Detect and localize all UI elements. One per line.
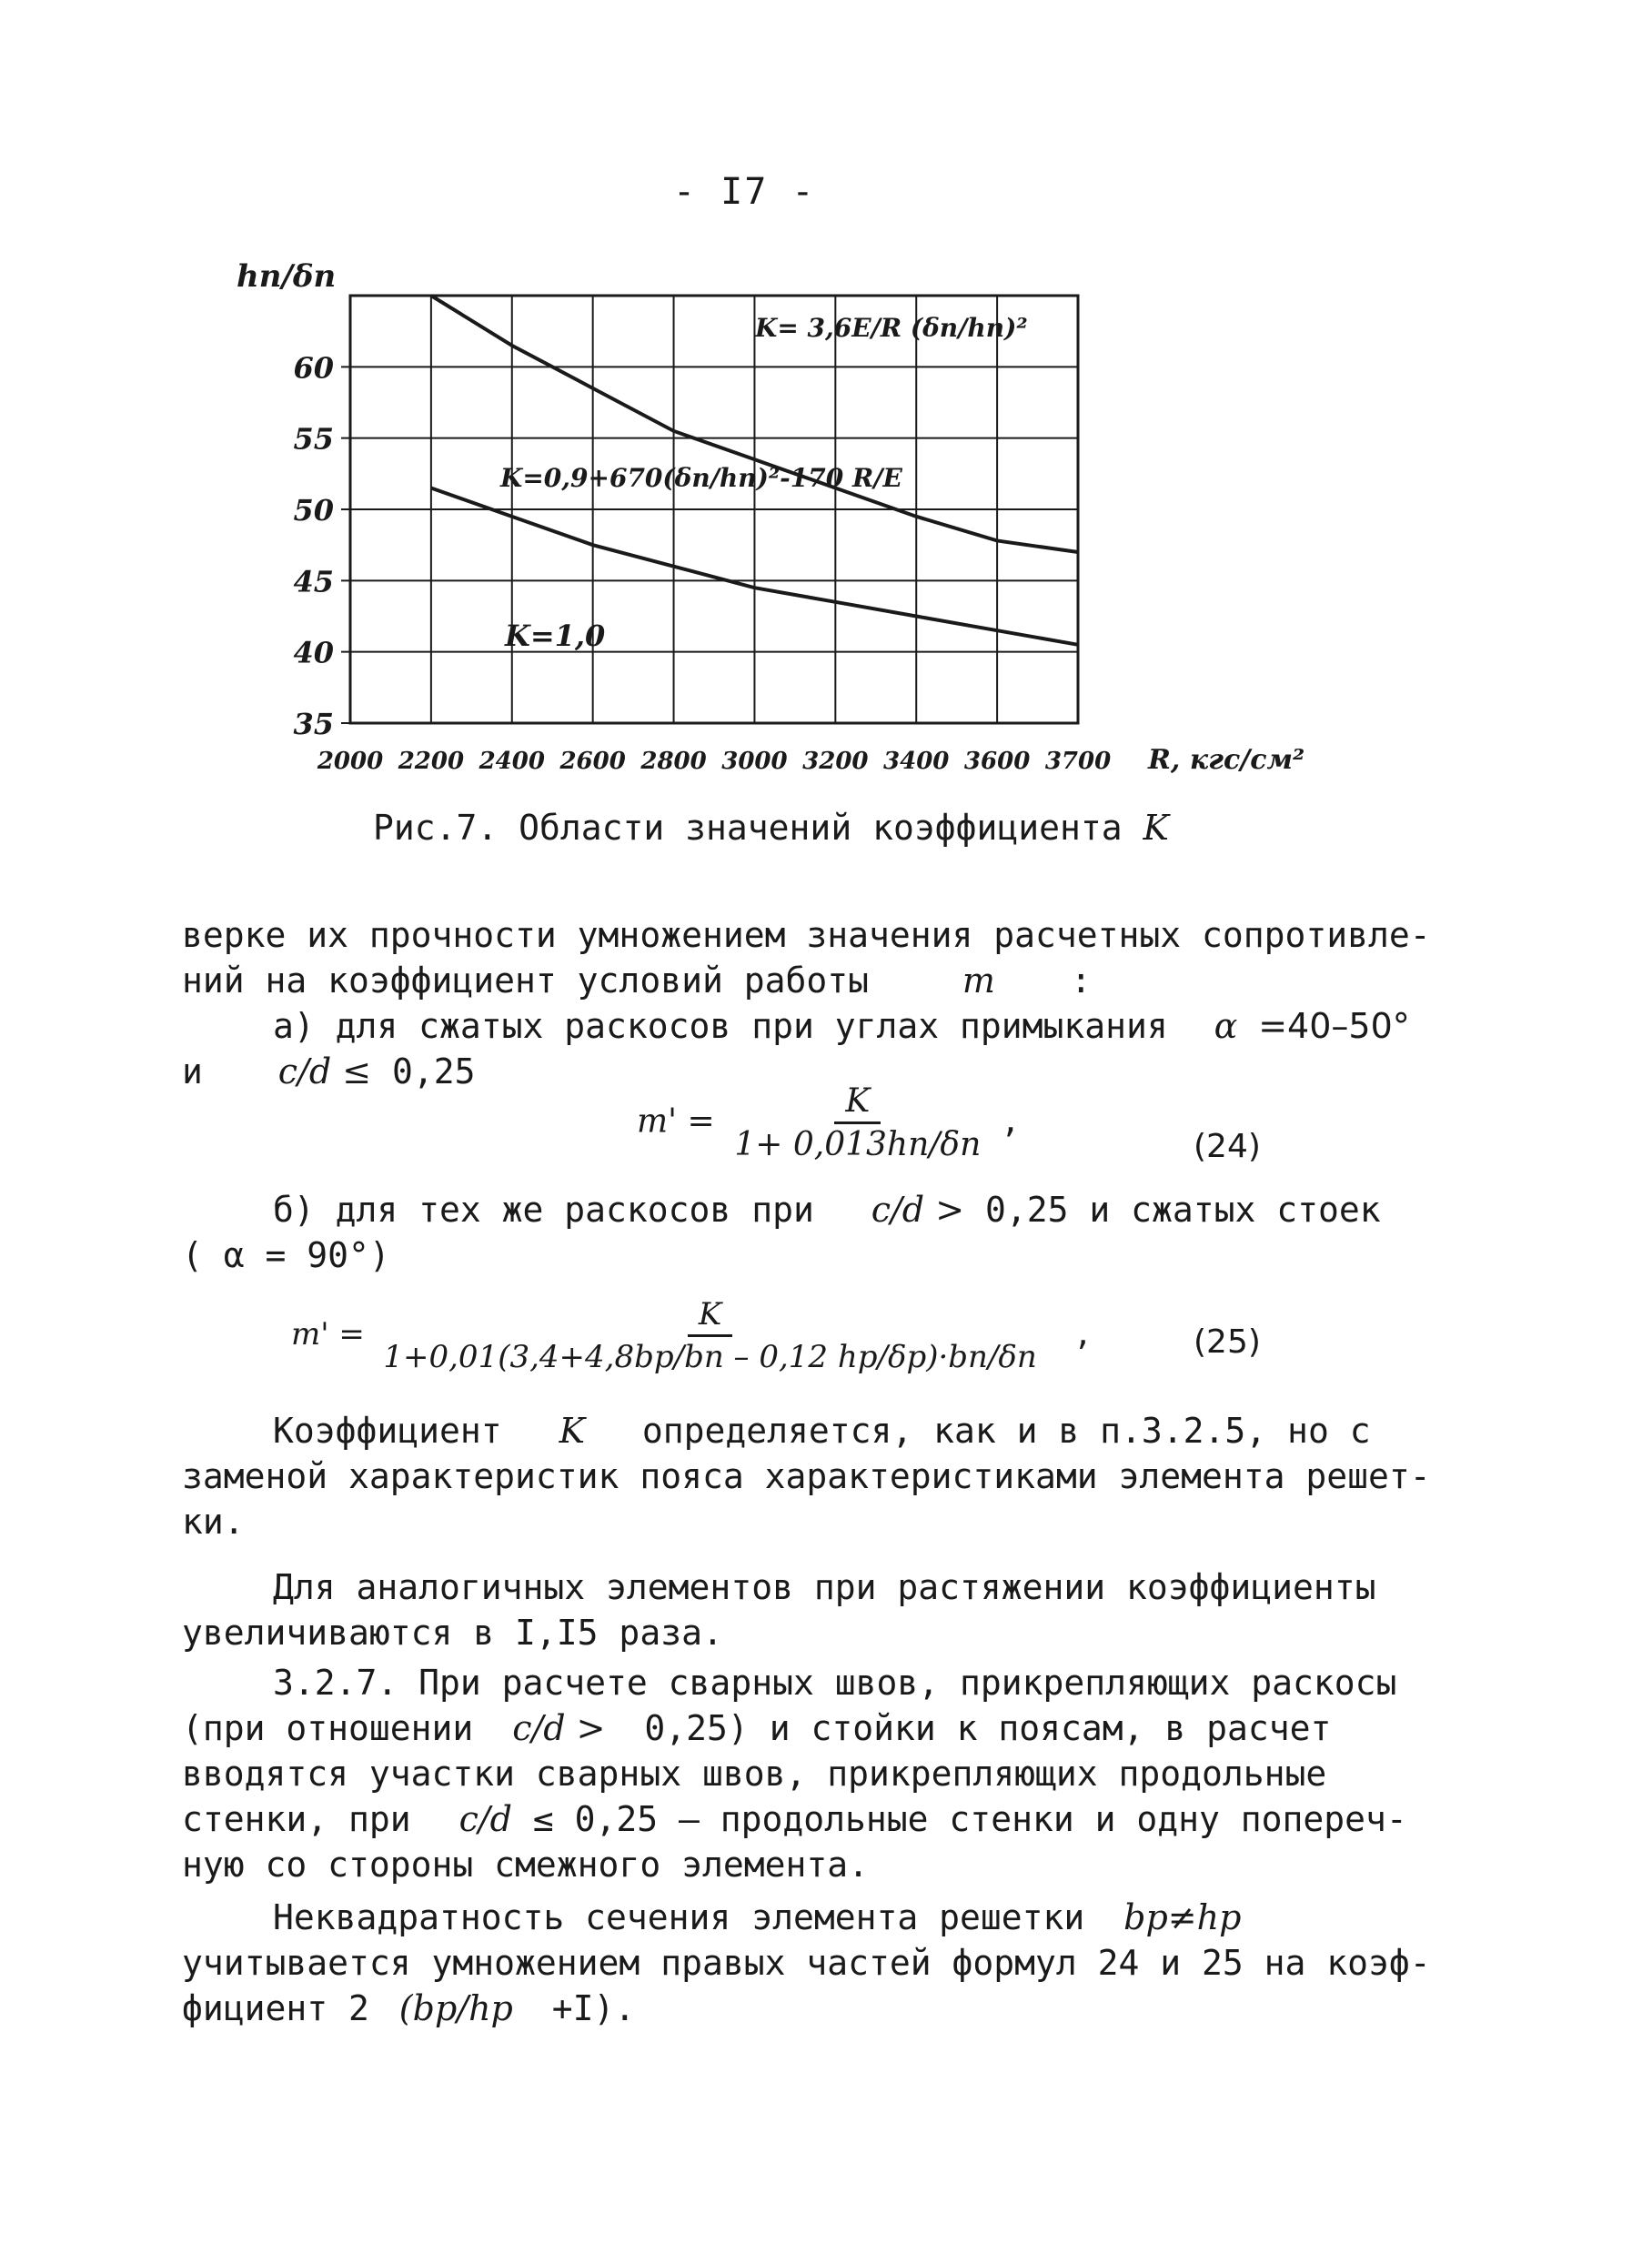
symbol-cd: c/d [458, 1799, 512, 1839]
item-a-line [182, 1049, 476, 1094]
text-fragment: стенки, при [182, 1799, 411, 1839]
equation-number-24: (24) [1194, 1128, 1261, 1165]
symbol-cd: c/d > [871, 1190, 965, 1230]
x-tick-label: 3000 [721, 748, 788, 775]
paragraph-line: учитывается умножением правых частей формул 24 и 25 на коэф- [182, 1943, 1431, 1983]
x-tick-label: 3600 [963, 748, 1031, 775]
x-tick-label: 2400 [478, 748, 545, 775]
text-fragment: б) для тех же раскосов при [273, 1190, 814, 1230]
text-fragment: =40–50° [1258, 1006, 1410, 1046]
y-tick-label: 55 [293, 421, 334, 457]
k-coefficient-chart [209, 241, 1328, 796]
symbol-bp-hp: bр≠hр [1123, 1897, 1242, 1937]
paragraph-line [273, 1408, 1371, 1453]
text-fragment: +I). [551, 1988, 636, 2028]
annotation-formula-2: K=0,9+670(δп/hп)²-170 R/E [500, 463, 902, 493]
text-fragment: (при отношении [182, 1708, 474, 1748]
figure-caption-text: Рис.7. Области значений коэффициента [373, 808, 1123, 848]
text-fragment: ≤ 0,25 – продольные стенки и одну попереч- [532, 1799, 1407, 1839]
item-b-line [273, 1187, 1381, 1232]
y-tick-label: 50 [293, 493, 334, 528]
x-tick-label: 2600 [559, 748, 626, 775]
x-tick-label: 3400 [883, 748, 950, 775]
equation-24 [637, 1082, 1021, 1163]
x-tick-label: 2800 [640, 748, 707, 775]
annotation-formula-1: K= 3,6E/R (δп/hп)² [755, 313, 1028, 343]
paragraph-line: вводятся участки сварных швов, прикрепляющих продольные [182, 1754, 1327, 1794]
text-fragment: 0,25) и стойки к поясам, в расчет [644, 1708, 1332, 1748]
paragraph-line [182, 1986, 635, 2031]
paragraph-line [182, 1705, 1331, 1751]
symbol-k: K [559, 1411, 585, 1451]
text-fragment: ний на коэффициент условий работы [182, 961, 869, 1001]
x-axis-label: R, кгс/см² [1148, 744, 1305, 776]
text-fragment: а) для сжатых раскосов при углах примыкания [273, 1006, 1168, 1046]
text-fragment: 0,25 [392, 1051, 476, 1091]
symbol-cd: c/d ≤ [277, 1051, 372, 1091]
symbol-bp-hp-ratio: (bр/hр [398, 1988, 513, 2028]
eq24-lhs: m' = [637, 1102, 715, 1141]
equation-number-25: (25) [1194, 1323, 1261, 1361]
chart-grid [341, 296, 1078, 723]
page-number: - I7 - [673, 171, 816, 213]
paragraph-line: ную со стороны смежного элемента. [182, 1845, 869, 1885]
figure-caption [373, 808, 1169, 848]
text-fragment: Неквадратность сечения элемента решетки [273, 1897, 1085, 1937]
text-fragment: фициент 2 [182, 1988, 369, 2028]
eq24-comma: , [1000, 1102, 1021, 1141]
x-tick-label: 3700 [1044, 748, 1112, 775]
eq25-comma: , [1073, 1316, 1093, 1353]
text-fragment: и [182, 1051, 203, 1091]
symbol-m: m [962, 961, 995, 1001]
paragraph-line [182, 1796, 1407, 1842]
figure-caption-symbol: K [1143, 808, 1169, 848]
paragraph-line: верке их прочности умножением значения расчетных сопротивле- [182, 915, 1431, 955]
item-b-line: ( α = 90°) [182, 1235, 390, 1275]
y-axis-label: hп/δп [237, 258, 337, 295]
text-fragment: определяется, как и в п.3.2.5, но с [641, 1411, 1371, 1451]
y-tick-label: 60 [293, 350, 334, 386]
y-tick-label: 35 [293, 707, 334, 741]
paragraph-line: заменой характеристик пояса характеристиками элемента решет- [182, 1456, 1431, 1496]
paragraph-line [182, 958, 1092, 1003]
paragraph-line [273, 1895, 1241, 1940]
eq24-fraction [734, 1082, 981, 1163]
eq25-fraction [383, 1296, 1036, 1375]
paragraph-line: Для аналогичных элементов при растяжении коэффициенты [273, 1567, 1376, 1607]
paragraph-line: 3.2.7. При расчете сварных швов, прикрепляющих раскосы [273, 1663, 1397, 1703]
y-tick-label: 45 [293, 564, 334, 599]
item-a-line [273, 1003, 1410, 1049]
x-tick-label: 3200 [802, 748, 869, 775]
text-fragment: 0,25 и сжатых стоек [984, 1190, 1381, 1230]
text-fragment: : [1070, 961, 1092, 1001]
eq25-numerator: K [688, 1296, 732, 1337]
y-tick-label: 40 [293, 635, 334, 670]
text-fragment: Коэффициент [273, 1411, 502, 1451]
paragraph-line: ки. [182, 1502, 245, 1542]
eq25-lhs: m' = [291, 1316, 365, 1353]
annotation-k-1: K=1,0 [505, 619, 606, 653]
eq24-numerator: K [834, 1082, 881, 1124]
symbol-alpha: α [1214, 1006, 1238, 1046]
chart-ticks [293, 350, 1111, 775]
x-tick-label: 2200 [398, 748, 465, 775]
symbol-cd: c/d > [512, 1708, 606, 1748]
paragraph-line: увеличиваются в I,I5 раза. [182, 1613, 723, 1653]
eq24-denominator: 1+ 0,013hп/δп [734, 1126, 982, 1163]
eq25-denominator: 1+0,01(3,4+4,8bр/bп – 0,12 hр/δр)·bп/δп [383, 1339, 1037, 1375]
equation-25 [291, 1296, 1093, 1375]
x-tick-label: 2000 [317, 748, 384, 775]
